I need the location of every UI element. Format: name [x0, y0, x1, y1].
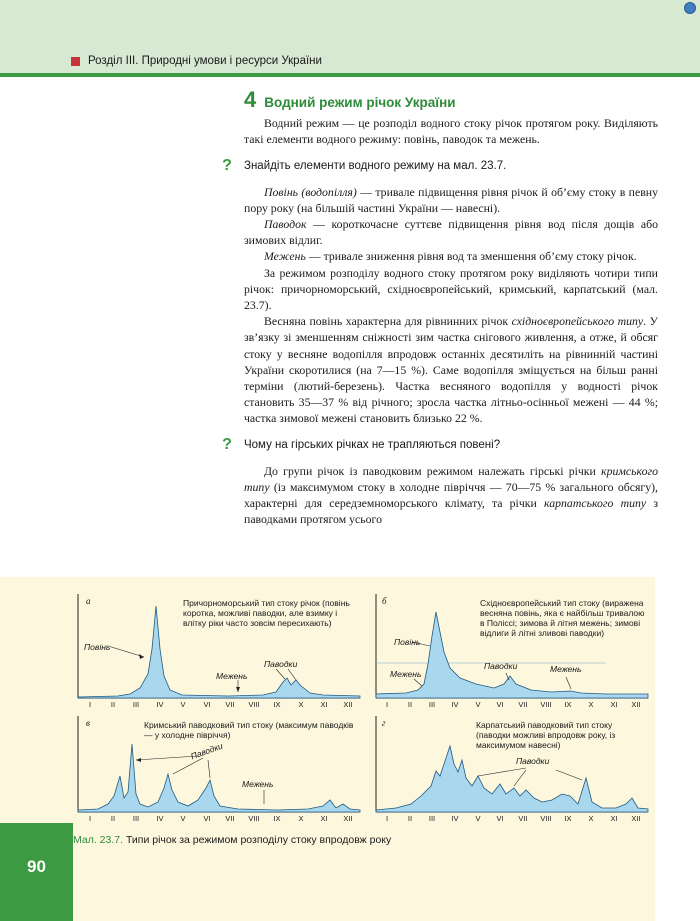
month-tick: II [110, 700, 116, 709]
panel-d-label-1: Паводки [516, 756, 550, 766]
month-tick: V [180, 700, 186, 709]
question-2 [218, 437, 658, 453]
section-marker-icon [71, 57, 80, 66]
topic-title: Водний режим річок України [264, 95, 456, 110]
month-tick: XI [610, 700, 618, 709]
month-tick: V [475, 700, 481, 709]
month-tick: VIII [248, 700, 260, 709]
panel-b-title: Східноєвропейський тип стоку [480, 598, 600, 608]
panel-d-letter: г [382, 718, 386, 728]
panel-b-description [480, 598, 648, 638]
question-mark-icon: ? [222, 435, 232, 453]
month-tick: V [475, 814, 481, 823]
month-tick: IV [156, 814, 164, 823]
page-number: 90 [27, 857, 46, 876]
month-tick: II [407, 814, 413, 823]
caption-text: Типи річок за режимом розподілу стоку впродовж року [125, 834, 392, 846]
month-tick: III [428, 700, 436, 709]
question-1-text: Знайдіть елементи водного режиму на мал. 23.7. [244, 159, 507, 172]
month-tick: III [132, 700, 140, 709]
lowwater-def: — тривале зниження рівня вод та зменшення об’єму стоку річок. [305, 249, 637, 264]
publisher-logo-icon [684, 2, 696, 14]
caption-number: Мал. 23.7. [73, 834, 124, 846]
final-c: з паводками протягом усього [244, 496, 658, 527]
month-tick: IX [273, 700, 281, 709]
panel-d-title: Карпатський паводковий тип стоку [476, 720, 613, 730]
month-tick: XII [631, 700, 641, 709]
panel-b-label-2: Межень [390, 669, 422, 679]
panel-b-label-4: Межень [550, 664, 582, 674]
month-tick: VIII [540, 700, 552, 709]
final-paragraph [244, 463, 658, 528]
flood-def: — тривале підвищення рівня річок й об’єму стоку в певну пору року (на більшій частині України — навесні). [244, 184, 658, 215]
final-a: До групи річок із паводковим режимом належать гірські річки [264, 463, 602, 478]
final-term-1: кримського типу [244, 463, 658, 494]
month-tick: VI [496, 814, 504, 823]
types-paragraph: За режимом розподілу водного стоку протягом року виділяють чотири типи річок: причорноморський, східноєвропейський, кримський, карпатський (мал. 23.7). [244, 265, 658, 313]
month-tick: XI [610, 814, 618, 823]
panel-b-desc: (виражена весняна повінь, яка є найбільш тривалою в Поліссі; зимова й літня межень; зимові відлиги й літні зливові паводки) [480, 598, 645, 638]
question-1 [218, 158, 658, 174]
hydrograph-a [78, 594, 360, 712]
month-tick: V [180, 814, 186, 823]
month-tick: X [298, 814, 304, 823]
topic-heading [244, 87, 658, 112]
month-tick: II [110, 814, 116, 823]
section-title: Розділ ІІІ. Природні умови і ресурси України [88, 55, 322, 67]
intro-paragraph: Водний режим — це розподіл водного стоку річок протягом року. Виділяють такі елементи водного режиму: повінь, паводок та межень. [244, 116, 658, 147]
month-tick: XI [320, 814, 328, 823]
month-tick: I [88, 814, 92, 823]
panel-a-label-1: Повінь [84, 642, 111, 652]
flood-term: Повінь (водопілля) [264, 184, 357, 199]
panel-a-description [183, 598, 358, 628]
panel-b-letter: б [382, 596, 387, 606]
month-tick: VI [496, 700, 504, 709]
panel-d-description [476, 720, 648, 750]
month-tick: X [588, 814, 594, 823]
freshet-definition [244, 216, 658, 248]
month-tick: VII [225, 700, 235, 709]
month-tick: XI [320, 700, 328, 709]
month-tick: XII [343, 700, 353, 709]
spring-a: Весняна повінь характерна для рівнинних річок [264, 314, 512, 329]
panel-a-label-3: Паводки [264, 659, 298, 669]
month-tick: I [385, 814, 389, 823]
header-divider [0, 73, 700, 77]
panel-c-letter: в [86, 718, 90, 728]
freshet-term: Паводок [264, 217, 307, 232]
lowwater-term: Межень [264, 249, 306, 264]
month-tick: XII [631, 814, 641, 823]
spring-paragraph [244, 313, 658, 426]
month-tick: VII [518, 814, 528, 823]
month-tick: IX [564, 700, 572, 709]
hydrograph-d [376, 716, 648, 828]
month-tick: VIII [248, 814, 260, 823]
hydrograph-b [376, 594, 648, 712]
month-tick: III [132, 814, 140, 823]
month-tick: VIII [540, 814, 552, 823]
panel-a-label-2: Межень [216, 671, 248, 681]
panel-b-label-3: Паводки [484, 661, 518, 671]
month-tick: XII [343, 814, 353, 823]
flood-definition [244, 184, 658, 216]
panel-c-title: Кримський паводковий тип стоку [144, 720, 274, 730]
figure-caption [73, 834, 391, 846]
hydrograph-c [78, 716, 360, 828]
main-text [222, 87, 658, 527]
month-tick: X [588, 700, 594, 709]
final-b: (із максимумом стоку в холодне півріччя — 70—75 % загального обсягу), характерні для середземноморського клімату, та річки [244, 479, 658, 511]
final-term-2: карпатського типу [544, 496, 647, 511]
question-mark-icon: ? [222, 156, 232, 174]
panel-c-label-1: Паводки [189, 740, 225, 762]
month-tick: VI [203, 700, 211, 709]
freshet-def: — короткочасне суттєве підвищення рівня вод після дощів або зимових відлиг. [244, 217, 658, 248]
month-tick: IX [564, 814, 572, 823]
panel-a-desc: (повінь коротка, можливі паводки, але взимку і влітку ріки часто зовсім пересихають) [183, 598, 350, 628]
month-tick: X [298, 700, 304, 709]
month-tick: III [428, 814, 436, 823]
month-tick: VI [203, 814, 211, 823]
panel-c-desc: (максимум паводків — у холодне півріччя) [144, 720, 354, 740]
panel-d-desc: (паводки можливі впродовж року, із максимумом навесні) [476, 730, 616, 750]
panel-c-description [144, 720, 354, 740]
panel-c-label-2: Межень [242, 779, 274, 789]
month-tick: IV [451, 700, 459, 709]
spring-b: . У зв’язку зі зменшенням сніжності зим частка снігового живлення, а отже, й обсяг стоку у весняне водопілля впродовж останніх десятиліть на рівнинній частині України скоротилися (на 7—15 %). Саме водопілля зміщується на більш ранні терміни (лютий-березень). Частка весняного водопілля у водності річок становить 35—37 % від річного; зросла частка літньо-осінньої межені — 44 %; частка зимової межені становить близько 22 %. [244, 314, 658, 426]
month-tick: IV [451, 814, 459, 823]
month-tick: I [385, 700, 389, 709]
panel-a-title: Причорноморський тип стоку річок [183, 598, 320, 608]
lowwater-definition [244, 248, 658, 264]
month-tick: IX [273, 814, 281, 823]
question-2-text: Чому на гірських річках не трапляються повені? [244, 438, 501, 451]
month-tick: II [407, 700, 413, 709]
topic-number: 4 [244, 87, 257, 112]
panel-b-label-1: Повінь [394, 637, 421, 647]
month-tick: I [88, 700, 92, 709]
month-tick: IV [156, 700, 164, 709]
month-tick: VII [518, 700, 528, 709]
spring-term: східноєвропейського типу [511, 314, 644, 329]
month-tick: VII [225, 814, 235, 823]
panel-a-letter: а [86, 596, 91, 606]
